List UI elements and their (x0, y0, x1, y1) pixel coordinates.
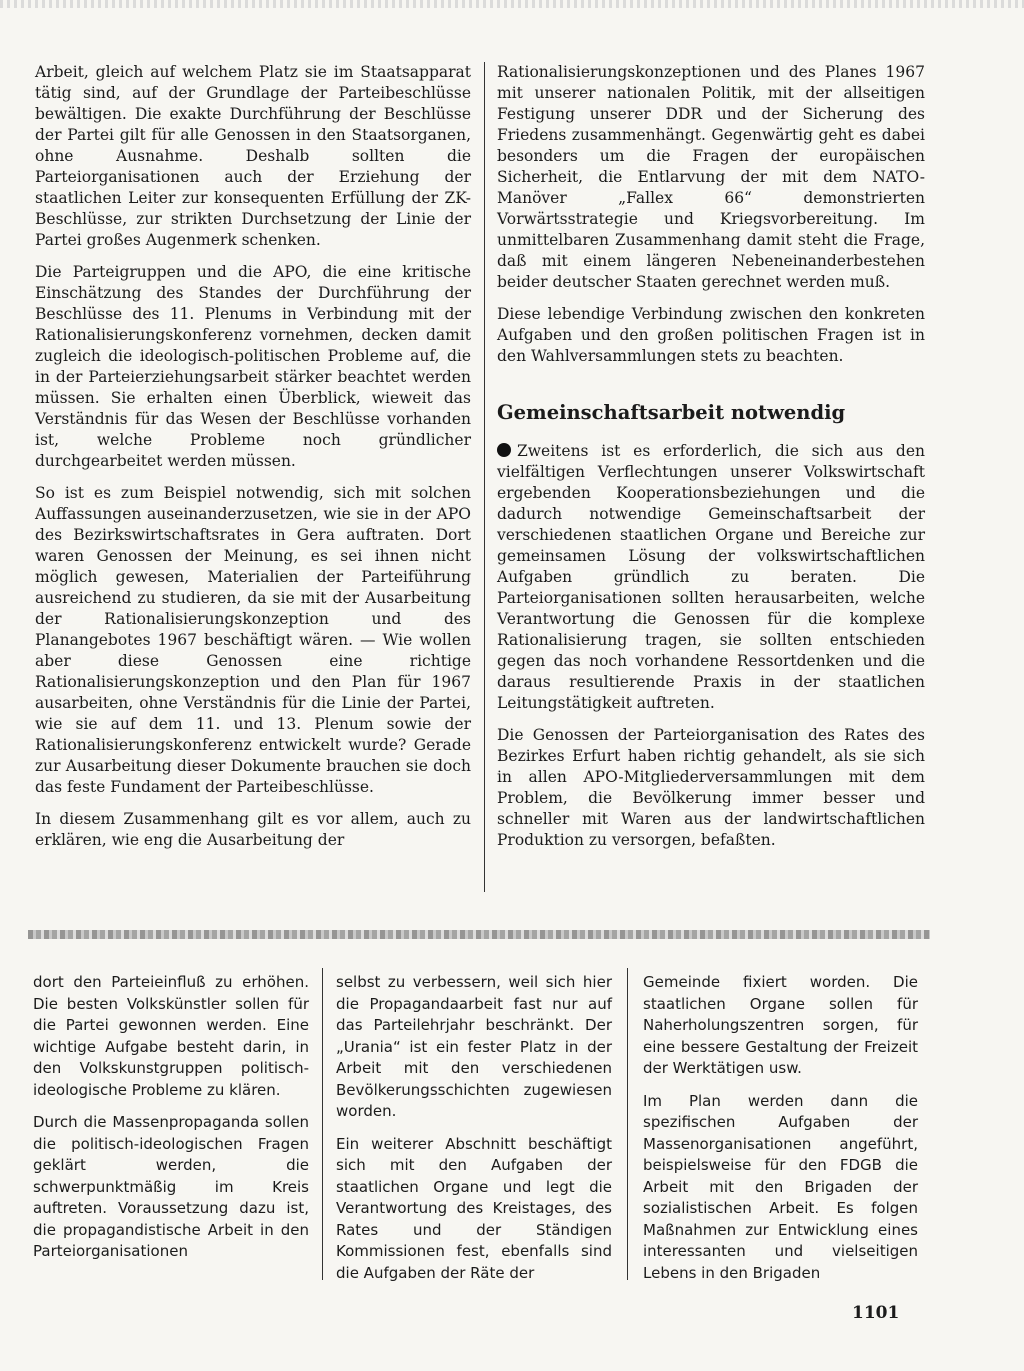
column-divider (627, 968, 628, 1280)
paragraph: Diese lebendige Verbindung zwischen den konkreten Aufgaben und den großen politischen Fragen ist in den Wahlversammlungen stets zu beachten. (497, 305, 925, 365)
lower-column-1 (33, 972, 309, 1274)
upper-right-column (497, 62, 925, 862)
page-number: 1101 (852, 1303, 900, 1323)
paragraph: Ein weiterer Abschnitt beschäftigt sich mit den Aufgaben der staatlichen Organe und legt die Verantwortung des Kreistages, des Rates und der Ständigen Kommissionen fest, ebenfalls sind die Aufgaben der Räte der (336, 1134, 612, 1282)
paragraph: Die Genossen der Parteiorganisation des Rates des Bezirkes Erfurt haben richtig gehandelt, als sie sich in allen APO-Mitgliederversammlungen mit dem Problem, die Bevölkerung immer besser und schneller mit Waren aus der landwirtschaftlichen Produktion zu versorgen, befaßten. (497, 726, 925, 849)
lower-column-3 (643, 972, 918, 1295)
paragraph: Durch die Massenpropaganda sollen die politisch-ideologischen Fragen geklärt werden, die schwerpunktmäßig im Kreis auftreten. Voraussetzung dazu ist, die propagandistische Arbeit in den Parteiorganisationen (33, 1113, 309, 1260)
paragraph: dort den Parteieinfluß zu erhöhen. Die besten Volkskünstler sollen für die Partei gewonnen werden. Eine wichtige Aufgabe besteht darin, in den Volkskunstgruppen politisch-ideologische Probleme zu klären. (33, 973, 309, 1099)
column-divider (322, 968, 323, 1280)
paragraph: So ist es zum Beispiel notwendig, sich mit solchen Auffassungen auseinanderzusetzen, wie sie in der APO des Bezirkswirtschaftsrates in Gera auftraten. Dort waren Genossen der Meinung, es sei ihnen nicht möglich gewesen, Materialien der Parteiführung ausreichend zu studieren, da sie mit der Ausarbeitung der Rationalisierungskonzeption und des Planangebotes 1967 beschäftigt wären. — Wie wollen aber diese Genossen eine richtige Rationalisierungskonzeption und den Plan für 1967 ausarbeiten, ohne Verständnis für die Linie der Partei, wie sie auf dem 11. und 13. Plenum sowie der Rationalisierungskonferenz entwickelt wurde? Gerade zur Ausarbeitung dieser Dokumente brauchen sie doch das feste Fundament der Parteibeschlüsse. (35, 484, 471, 796)
paragraph: Gemeinde fixiert worden. Die staatlichen Organe sollen für Naherholungszentren sorgen, für eine bessere Gestaltung der Freizeit der Werktätigen usw. (643, 973, 918, 1077)
paragraph: selbst zu verbessern, weil sich hier die Propagandaarbeit fast nur auf das Parteilehrjahr beschränkt. Der „Urania“ ist ein fester Platz in der Arbeit mit den verschiedenen Bevölkerungsschichten zugewiesen worden. (336, 973, 612, 1120)
scan-edge (0, 0, 1024, 8)
paragraph: Arbeit, gleich auf welchem Platz sie im Staatsapparat tätig sind, auf der Grundlage der Parteibeschlüsse bewältigen. Die exakte Durchführung der Beschlüsse der Partei gilt für alle Genossen in den Staatsorganen, ohne Ausnahme. Deshalb sollten die Parteiorganisationen auch der Erziehung der staatlichen Leiter zur konsequenten Erfüllung der ZK-Beschlüsse, zur strikten Durchsetzung der Linie der Partei großes Augenmerk schenken. (35, 63, 471, 249)
paragraph (497, 441, 925, 714)
paragraph: In diesem Zusammenhang gilt es vor allem, auch zu erklären, wie eng die Ausarbeitung der (35, 810, 471, 849)
lower-column-2 (336, 972, 612, 1295)
upper-left-column (35, 62, 471, 862)
paragraph: Die Parteigruppen und die APO, die eine kritische Einschätzung des Standes der Durchführung der Beschlüsse des 11. Plenums in Verbindung mit der Rationalisierungskonferenz vornehmen, decken damit zugleich die ideologisch-politischen Probleme auf, die in der Parteierziehungsarbeit stärker beachtet werden müssen. Sie erhalten einen Überblick, wieweit das Verständnis für das Wesen der Beschlüsse vorhanden ist, welche Probleme noch gründlicher durchgearbeitet werden müssen. (35, 263, 471, 470)
section-heading: Gemeinschaftsarbeit notwendig (497, 401, 846, 424)
section-separator (28, 930, 930, 939)
paragraph: Im Plan werden dann die spezifischen Aufgaben der Massenorganisationen angeführt, beispielsweise für den FDGB die Arbeit mit den Brigaden der sozialistischen Arbeit. Es folgen Maßnahmen zur Entwicklung eines interessanten und vielseitigen Lebens in den Brigaden (643, 1091, 918, 1282)
paragraph-text: Zweitens ist es erforderlich, die sich aus den vielfältigen Verflechtungen unserer Volkswirtschaft ergebenden Kooperationsbeziehungen und die dadurch notwendige Gemeinschaftsarbeit der verschiedenen staatlichen Organe und Bereiche zur gemeinsamen Lösung der volkswirtschaftlichen Aufgaben gründlich zu beraten. Die Parteiorganisationen sollten herausarbeiten, welche Verantwortung die Genossen für die komplexe Rationalisierung tragen, sie sollten entschieden gegen das noch vorhandene Ressortdenken und die daraus resultierende Praxis in der staatlichen Leitungstätigkeit auftreten. (497, 442, 925, 712)
paragraph: Rationalisierungskonzeptionen und des Planes 1967 mit unserer nationalen Politik, mit der allseitigen Festigung unserer DDR und der Sicherung des Friedens zusammenhängt. Gegenwärtig geht es dabei besonders um die Fragen der europäischen Sicherheit, die Entlarvung der mit dem NATO-Manöver „Fallex 66“ demonstrierten Vorwärtsstrategie und Kriegsvorbereitung. Im unmittelbaren Zusammenhang damit steht die Frage, daß mit einem längeren Nebeneinanderbestehen beider deutscher Staaten gerechnet werden muß. (497, 63, 925, 291)
column-divider (484, 62, 485, 892)
bullet-icon (497, 443, 511, 457)
